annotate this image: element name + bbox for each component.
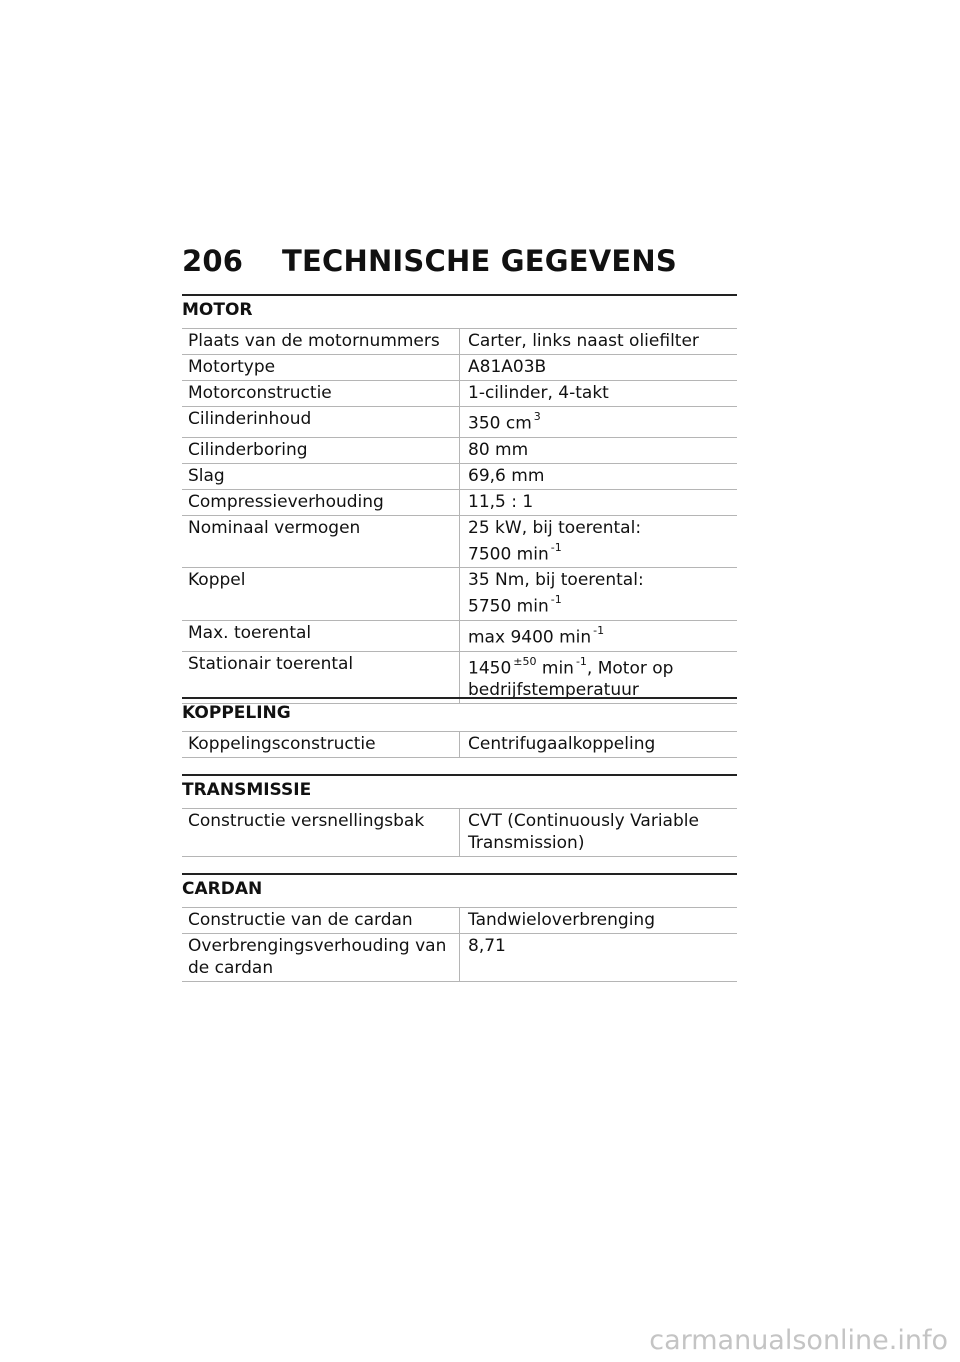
row-label: Max. toerental bbox=[182, 621, 460, 651]
page-number: 206 bbox=[182, 244, 244, 278]
row-label: Constructie van de cardan bbox=[182, 908, 460, 933]
value-superscript: 3 bbox=[533, 410, 541, 423]
watermark: carmanualsonline.info bbox=[649, 1325, 948, 1356]
value-superscript: ±50 bbox=[513, 654, 537, 668]
value-text: 1450 bbox=[468, 658, 512, 679]
row-label: Cilinderboring bbox=[182, 438, 460, 463]
section-title-koppeling: KOPPELING bbox=[182, 699, 737, 732]
section-motor bbox=[182, 294, 737, 704]
row-label: Koppel bbox=[182, 568, 460, 620]
table-row bbox=[182, 381, 737, 407]
section-cardan bbox=[182, 873, 737, 982]
row-value: 1-cilinder, 4-takt bbox=[468, 383, 609, 403]
row-value bbox=[460, 621, 737, 651]
value-line-2: bedrijfstemperatuur bbox=[468, 680, 639, 701]
row-value: 11,5 : 1 bbox=[468, 491, 534, 512]
value-text: 350 cm bbox=[468, 413, 532, 434]
table-row bbox=[182, 490, 737, 516]
row-value: 69,6 mm bbox=[468, 465, 545, 486]
section-koppeling bbox=[182, 697, 737, 758]
value-line-1 bbox=[468, 653, 731, 680]
value-text: 7500 min bbox=[468, 544, 549, 565]
value-superscript: -1 bbox=[575, 654, 587, 668]
row-value bbox=[460, 407, 737, 437]
row-label: Nominaal vermogen bbox=[182, 516, 460, 568]
row-label: Plaats van de motornummers bbox=[182, 329, 460, 354]
value-superscript: -1 bbox=[550, 540, 562, 554]
table-row bbox=[182, 516, 737, 569]
table-row bbox=[182, 329, 737, 355]
table-row bbox=[182, 464, 737, 490]
row-label: Motortype bbox=[182, 355, 460, 380]
row-value: 80 mm bbox=[468, 439, 529, 460]
value-line-2 bbox=[468, 539, 731, 566]
table-row bbox=[182, 732, 737, 758]
table-row bbox=[182, 438, 737, 464]
table-row bbox=[182, 908, 737, 934]
table-row bbox=[182, 621, 737, 652]
value-text: , Motor op bbox=[586, 658, 674, 679]
row-label: Constructie versnellingsbak bbox=[182, 809, 460, 856]
row-label bbox=[182, 934, 460, 981]
row-label: Compressieverhouding bbox=[182, 490, 460, 515]
value-line-2 bbox=[468, 591, 731, 618]
table-row bbox=[182, 809, 737, 857]
row-value bbox=[460, 568, 737, 620]
row-value: A81A03B bbox=[468, 357, 547, 377]
page-title: TECHNISCHE GEGEVENS bbox=[282, 244, 677, 278]
row-value: Tandwieloverbrenging bbox=[468, 910, 655, 930]
section-title-motor: MOTOR bbox=[182, 296, 737, 329]
row-label: Stationair toerental bbox=[182, 652, 460, 704]
row-label: Motorconstructie bbox=[182, 381, 460, 406]
label-line-2: de cardan bbox=[188, 958, 274, 978]
value-text: min bbox=[541, 658, 574, 679]
value-line-2: Transmission) bbox=[468, 833, 585, 853]
page-header bbox=[182, 244, 677, 278]
label-line-1: Overbrengingsverhouding van bbox=[188, 936, 447, 956]
section-transmissie bbox=[182, 774, 737, 857]
value-line-1: 25 kW, bij toerental: bbox=[468, 517, 642, 538]
value-line-1: CVT (Continuously Variable bbox=[468, 811, 699, 831]
row-value: Centrifugaalkoppeling bbox=[468, 734, 656, 754]
value-line-1: 35 Nm, bij toerental: bbox=[468, 570, 644, 591]
row-value: 8,71 bbox=[468, 936, 506, 956]
section-title-transmissie: TRANSMISSIE bbox=[182, 776, 737, 809]
row-value bbox=[460, 652, 737, 704]
table-row bbox=[182, 568, 737, 621]
value-text: 5750 min bbox=[468, 596, 549, 617]
table-row bbox=[182, 355, 737, 381]
row-value bbox=[460, 516, 737, 568]
table-row bbox=[182, 934, 737, 982]
row-label: Koppelingsconstructie bbox=[182, 732, 460, 757]
row-value: Carter, links naast oliefilter bbox=[468, 331, 699, 351]
value-superscript: -1 bbox=[593, 623, 605, 637]
row-label: Slag bbox=[182, 464, 460, 489]
table-row bbox=[182, 407, 737, 438]
value-text: max 9400 min bbox=[468, 627, 592, 648]
row-label: Cilinderinhoud bbox=[182, 407, 460, 437]
row-value bbox=[460, 809, 737, 856]
section-title-cardan: CARDAN bbox=[182, 875, 737, 908]
value-superscript: -1 bbox=[550, 593, 562, 607]
